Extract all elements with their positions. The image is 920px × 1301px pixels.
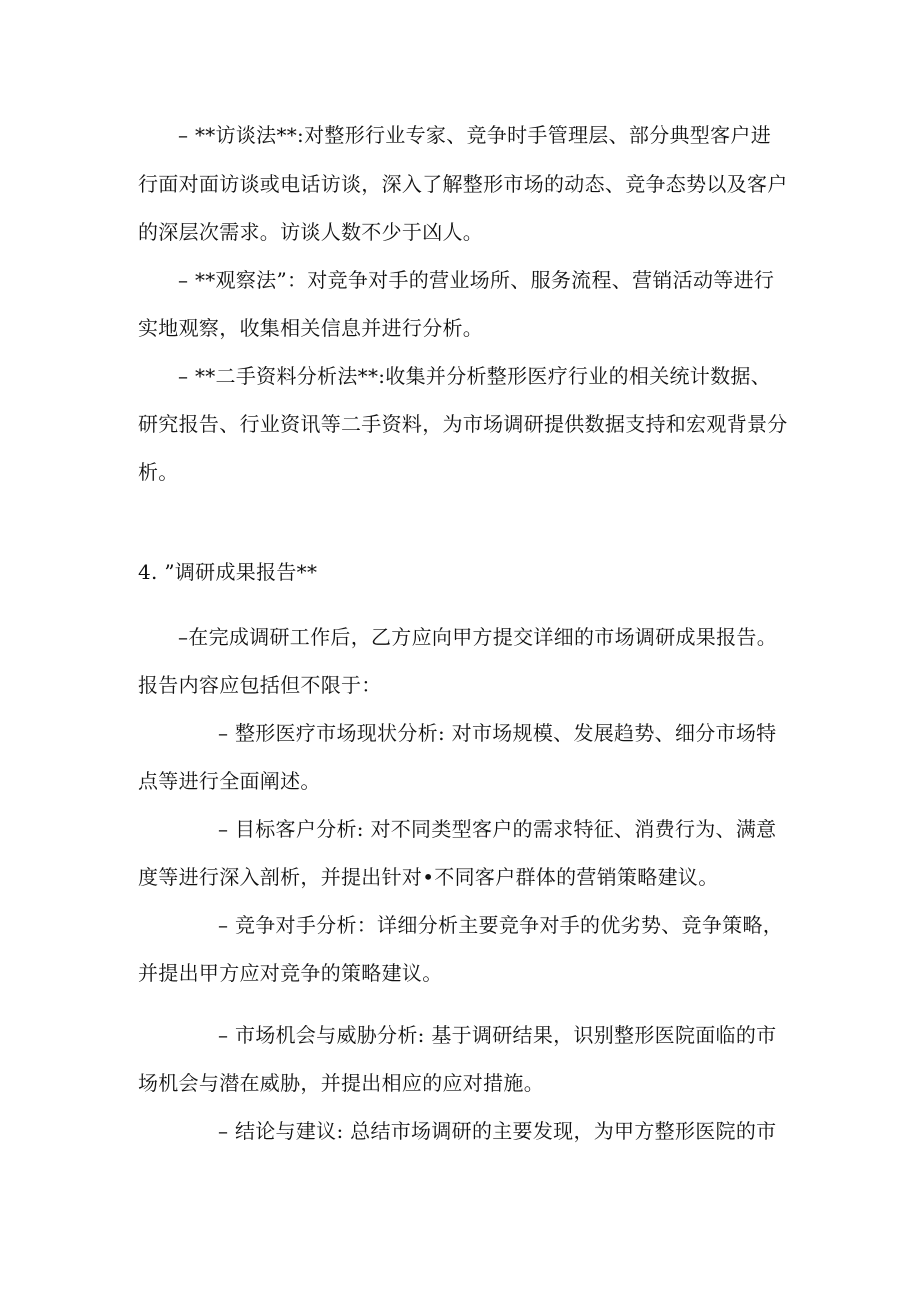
- method-observation-line-1: – **观察法”：对竞争对手的营业场所、服务流程、营销活动等进行: [178, 268, 775, 292]
- report-item-opportunity-line-1: – 市场机会与威胁分析: 基于调研结果，识别整形医院面临的市: [218, 1023, 777, 1047]
- method-observation-line-2: 实地观察，收集相关信息并进行分析。: [138, 316, 484, 340]
- method-interview-line-2: 行面对面访谈或电话访谈，深入了解整形市场的动态、竞争态势以及客户: [138, 172, 788, 196]
- report-item-customer-line-2: 度等进行深入剖析，并提出针对•不同客户群体的营销策略建议。: [138, 865, 719, 889]
- report-intro-line-2: 报告内容应包括但不限于：: [138, 673, 382, 697]
- method-secondary-line-3: 析。: [138, 460, 179, 484]
- method-interview-line-3: 的深层次需求。访谈人数不少于凶人。: [138, 220, 484, 244]
- report-item-competitor-line-2: 并提出甲方应对竞争的策略建议。: [138, 961, 443, 985]
- report-item-customer-line-1: – 目标客户分析: 对不同类型客户的需求特征、消费行为、满意: [218, 817, 777, 841]
- report-intro-line-1: –在完成调研工作后，乙方应向甲方提交详细的市场调研成果报告。: [178, 625, 777, 649]
- report-item-competitor-line-1: – 竞争对手分析：详细分析主要竞争对手的优劣势、竞争策略，: [218, 913, 784, 937]
- section-heading: 4. ”调研成果报告**: [138, 560, 318, 584]
- report-item-conclusion-line-1: – 结论与建议: 总结市场调研的主要发现，为甲方整形医院的市: [218, 1119, 777, 1143]
- report-item-opportunity-line-2: 场机会与潜在威胁，并提出相应的应对措施。: [138, 1071, 544, 1095]
- method-secondary-line-2: 研究报告、行业资讯等二手资料，为市场调研提供数据支持和宏观背景分: [138, 412, 788, 436]
- method-interview-line-1: – **访谈法**:对整形行业专家、竞争时手管理层、部分典型客户进: [178, 123, 771, 147]
- method-secondary-line-1: – **二手资料分析法**:收集并分析整形医疗行业的相关统计数据、: [178, 364, 771, 388]
- report-item-market-line-1: – 整形医疗市场现状分析: 对市场规模、发展趋势、细分市场特: [218, 721, 777, 745]
- report-item-market-line-2: 点等进行全面阐述。: [138, 769, 321, 793]
